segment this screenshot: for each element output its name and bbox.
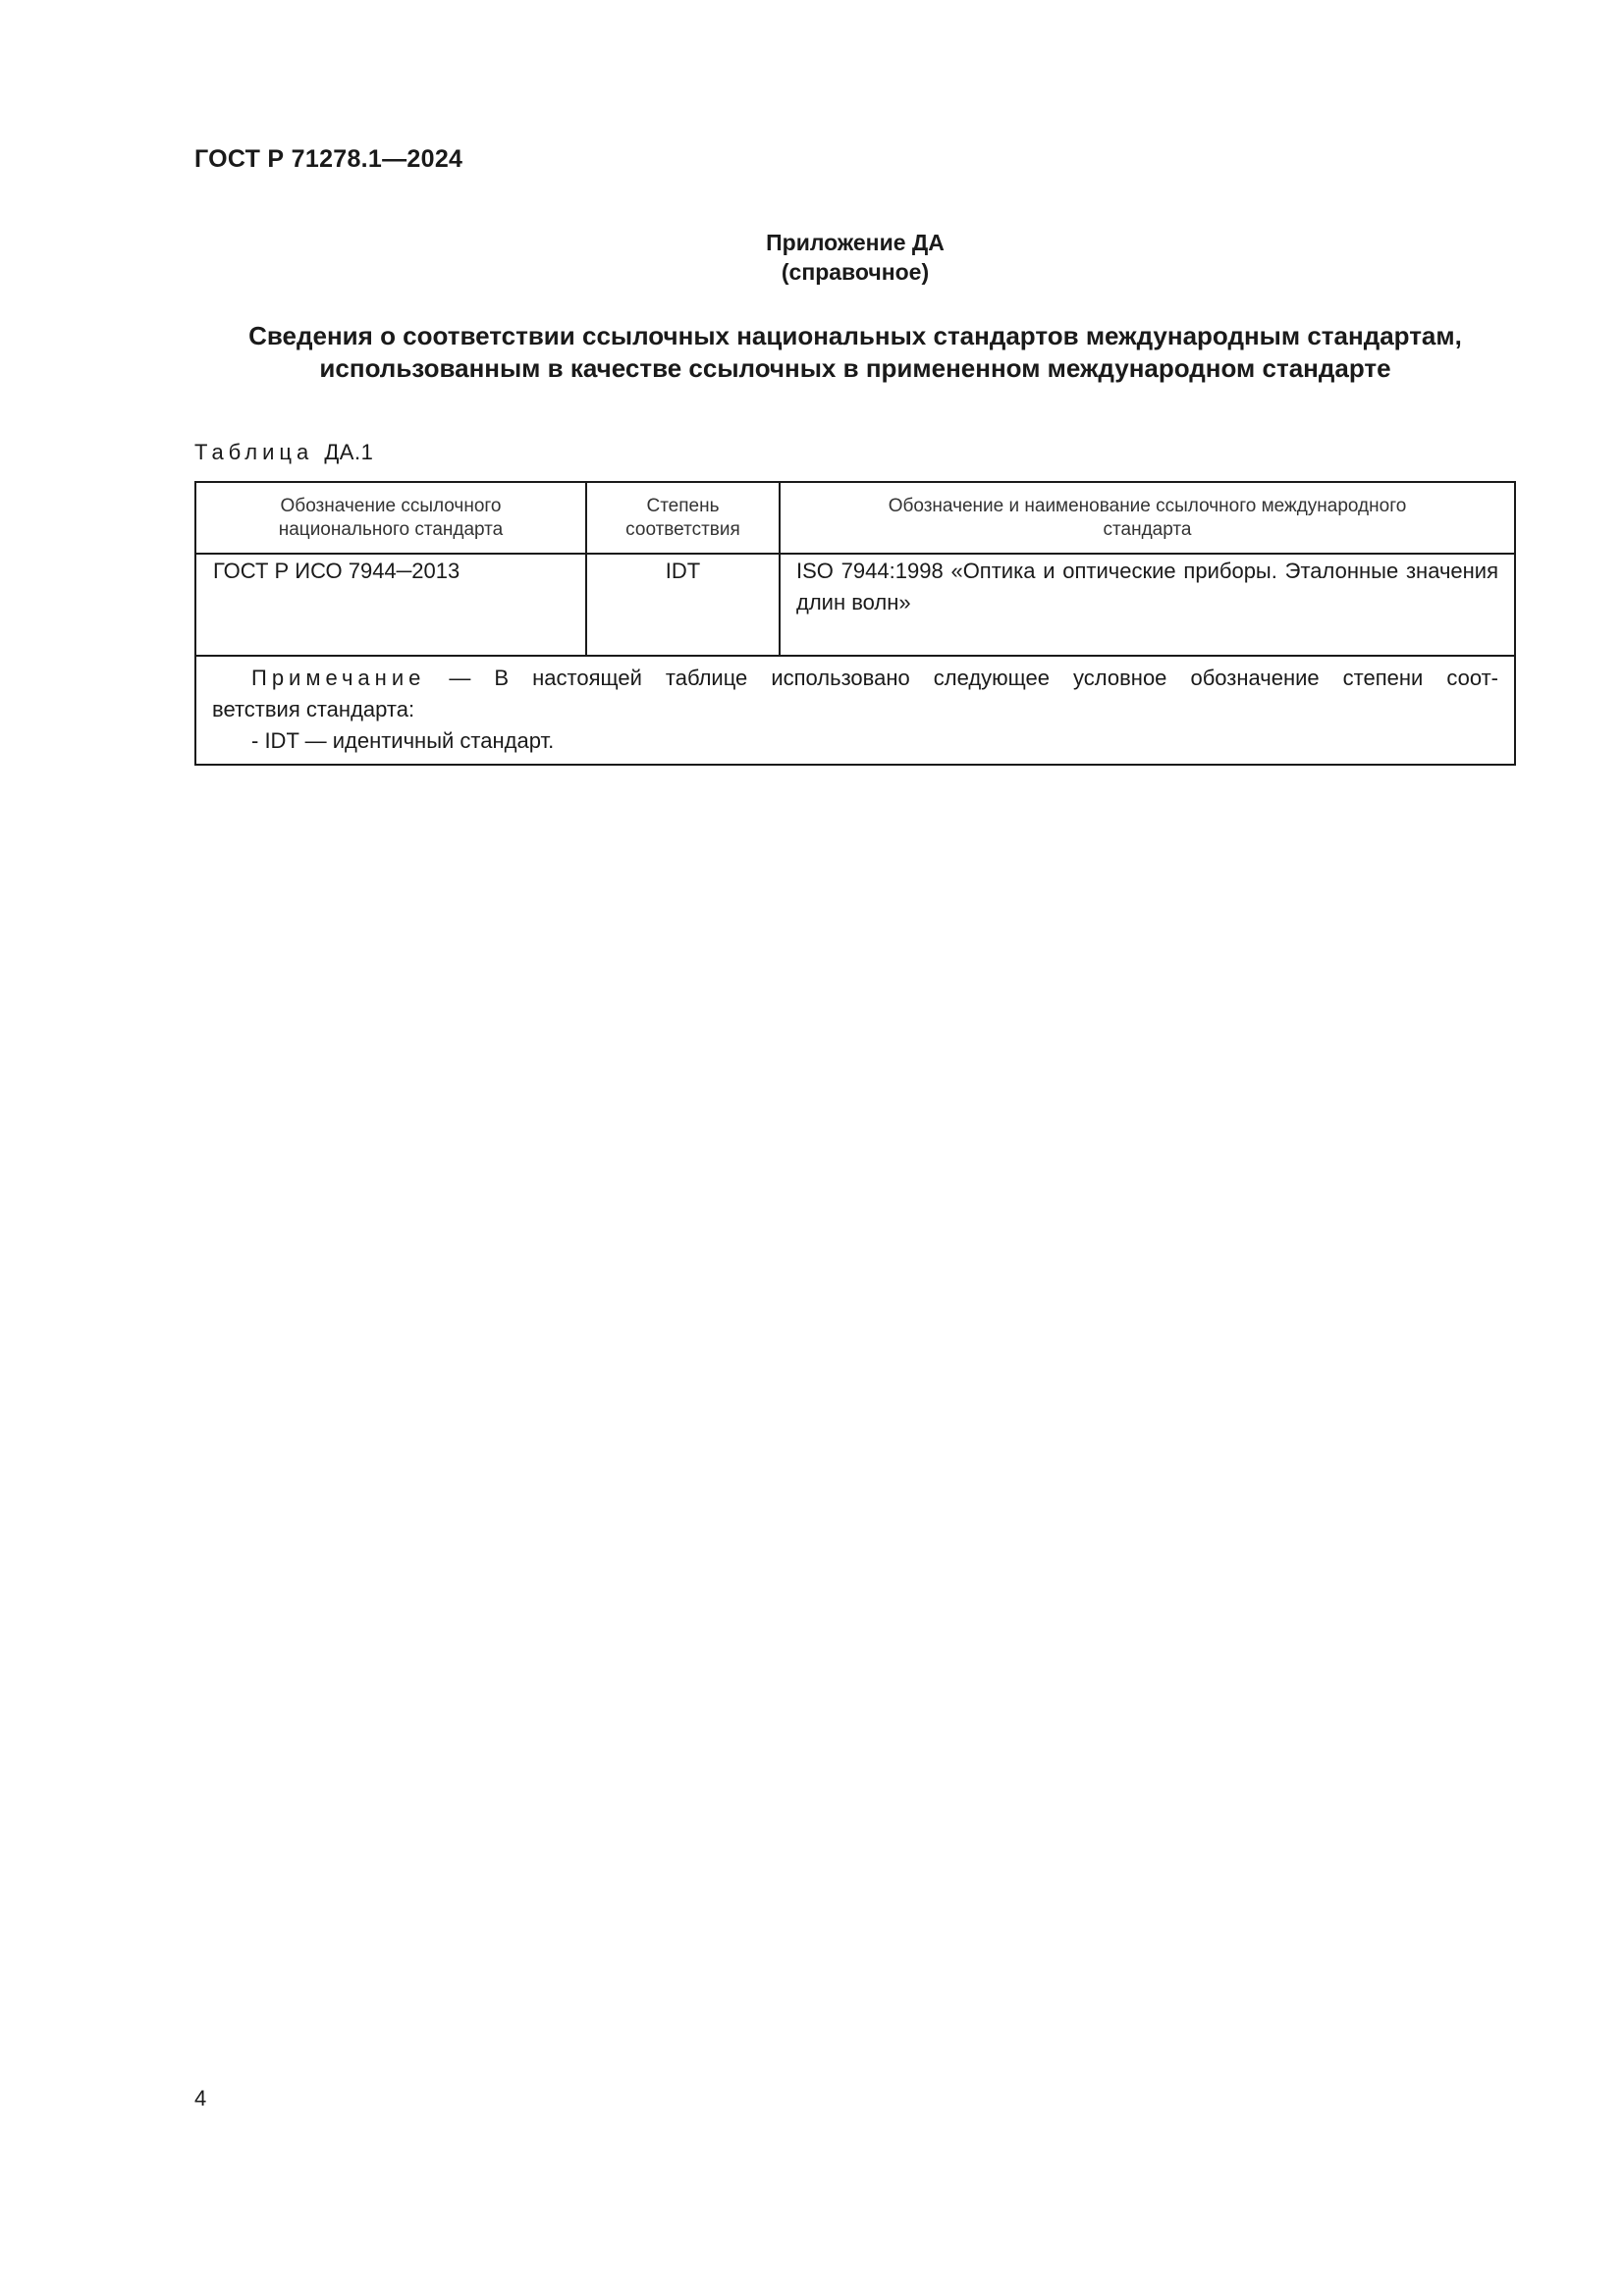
note-label: Примечание bbox=[251, 666, 426, 690]
column-header-line: Степень bbox=[646, 495, 720, 516]
document-id: ГОСТ Р 71278.1—2024 bbox=[194, 145, 463, 173]
note-line-1 bbox=[212, 663, 1498, 694]
cell-national-standard: ГОСТ Р ИСО 7944─2013 bbox=[196, 555, 585, 657]
correspondence-table bbox=[194, 481, 1516, 766]
section-heading-line-2: использованным в качестве ссылочных в примененном международном стандарте bbox=[319, 353, 1391, 383]
column-header-national-standard bbox=[196, 483, 585, 555]
column-header-international-standard bbox=[779, 483, 1514, 555]
column-header-line: стандарта bbox=[1103, 518, 1192, 540]
section-heading-line-1: Сведения о соответствии ссылочных национальных стандартов международным стандартам, bbox=[248, 321, 1462, 350]
column-header-degree bbox=[585, 483, 779, 555]
column-header-line: национального стандарта bbox=[278, 518, 504, 540]
note-line-3: - IDT — идентичный стандарт. bbox=[251, 728, 555, 753]
column-header-line: Обозначение и наименование ссылочного международного bbox=[888, 495, 1407, 516]
column-header-line: соответствия bbox=[625, 518, 740, 540]
page-number: 4 bbox=[194, 2086, 207, 2110]
table-caption bbox=[194, 440, 373, 465]
note-text: — В настоящей таблице использовано следующее условное обозначение степени соот- bbox=[425, 666, 1498, 690]
note-line-2: ветствия стандарта: bbox=[212, 697, 415, 721]
cell-degree: IDT bbox=[585, 555, 779, 657]
table-caption-label: Таблица bbox=[194, 440, 314, 464]
table-note bbox=[196, 659, 1514, 757]
table-caption-number: ДА.1 bbox=[324, 440, 374, 464]
appendix-title: Приложение ДА bbox=[766, 230, 945, 255]
column-header-line: Обозначение ссылочного bbox=[280, 495, 502, 516]
cell-international-standard: ISO 7944:1998 «Оптика и оптические приборы. Эталонные значения длин волн» bbox=[779, 555, 1514, 657]
appendix-subtitle: (справочное) bbox=[781, 259, 930, 285]
